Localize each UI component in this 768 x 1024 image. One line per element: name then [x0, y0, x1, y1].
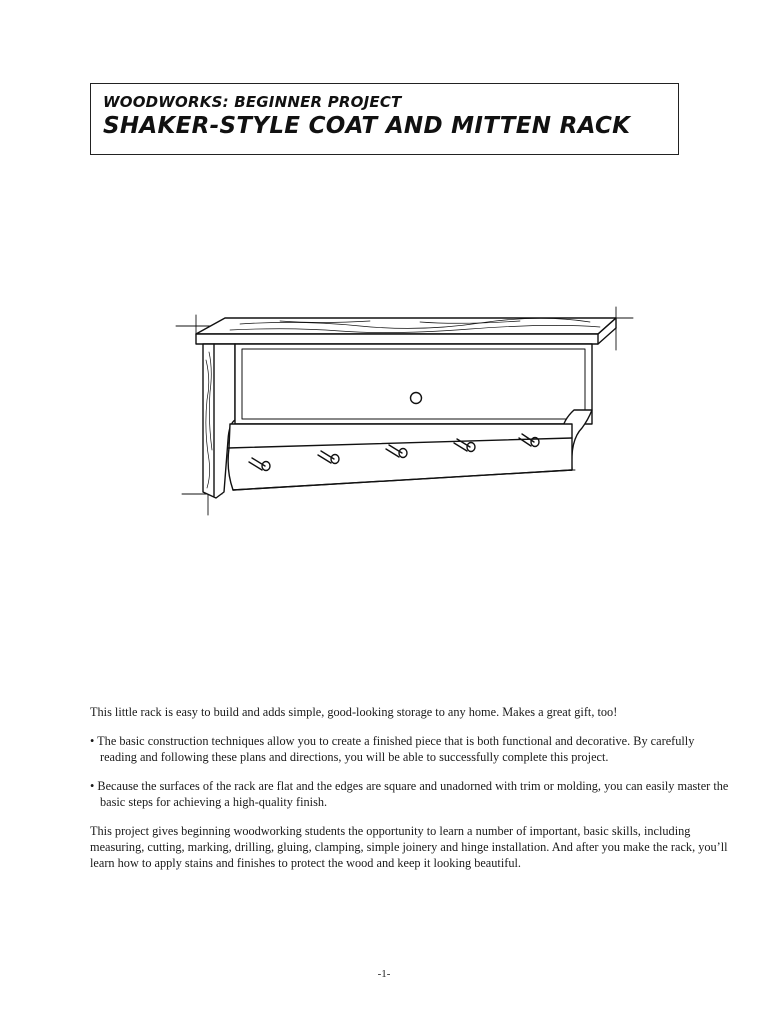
page-title: SHAKER-STYLE COAT AND MITTEN RACK	[103, 113, 631, 139]
bullet-item: • The basic construction techniques allow you to create a finished piece that is both functional and decorative. By carefully reading and following these plans and directions, you will be able to successfully complete this project.	[90, 734, 695, 764]
header-box	[90, 83, 679, 155]
body-text	[90, 704, 730, 884]
top-shelf	[196, 318, 616, 344]
intro-paragraph: This little rack is easy to build and adds simple, good-looking storage to any home. Makes a great gift, too!	[90, 705, 618, 719]
bullet-item: • Because the surfaces of the rack are flat and the edges are square and unadorned with trim or molding, you can easily master the basic steps for achieving a high-quality finish.	[90, 779, 729, 809]
coat-rack-illustration	[170, 300, 640, 520]
series-label: WOODWORKS: BEGINNER PROJECT	[103, 93, 402, 111]
back-panel	[235, 344, 592, 424]
page-number: -1-	[377, 968, 391, 980]
closing-paragraph: This project gives beginning woodworking students the opportunity to learn a number of important, basic skills, including measuring, cutting, marking, drilling, gluing, clamping, simple joinery and hinge installation. And after you make the rack, you’ll learn how to apply stains and finishes to protect the wood and keep it looking beautiful.	[90, 824, 728, 870]
